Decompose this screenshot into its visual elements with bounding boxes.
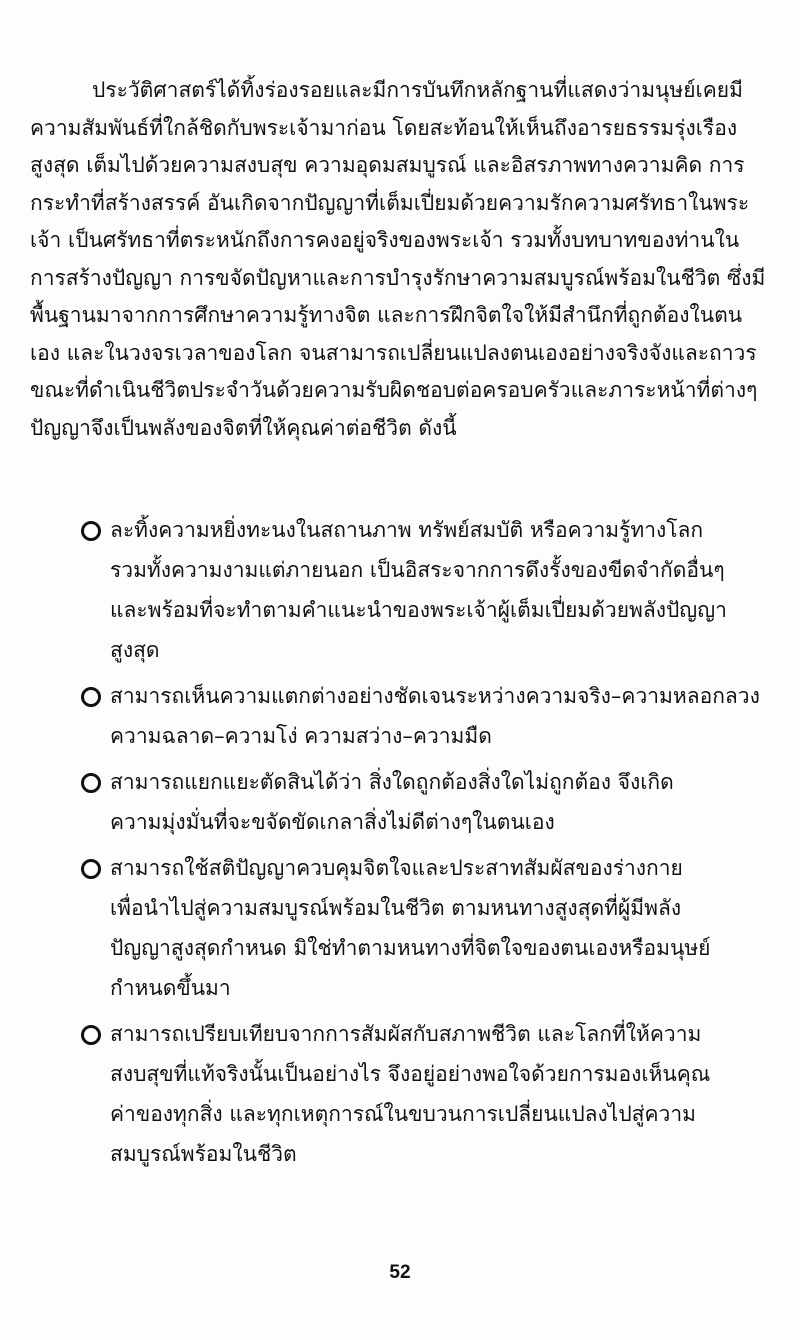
bullet-line: สูงสุด — [110, 638, 160, 662]
open-circle-icon — [80, 858, 102, 880]
bullet-line: สามารถแยกแยะตัดสินได้ว่า สิ่งใดถูกต้องสิ่งใดไม่ถูกต้อง จึงเกิด — [110, 770, 674, 794]
bullet-line: ความมุ่งมั่นที่จะขจัดขัดเกลาสิ่งไม่ดีต่างๆในตนเอง — [110, 810, 555, 834]
paragraph-line: กระทำที่สร้างสรรค์ อันเกิดจากปัญญาที่เต็มเปี่ยมด้วยความรักความศรัทธาในพระ — [30, 190, 750, 215]
bullet-line: สงบสุขที่แท้จริงนั้นเป็นอย่างไร จึงอยู่อย่างพอใจด้วยการมองเห็นคุณ — [110, 1062, 711, 1086]
paragraph-line: ขณะที่ดำเนินชีวิตประจำวันด้วยความรับผิดชอบต่อครอบครัวและภาระหน้าที่ต่างๆ — [30, 378, 758, 402]
bullet-line: รวมทั้งความงามแต่ภายนอก เป็นอิสระจากการดึงรั้งของขีดจำกัดอื่นๆ — [110, 558, 725, 582]
bullet-line: และพร้อมที่จะทำตามคำแนะนำของพระเจ้าผู้เต็มเปี่ยมด้วยพลังปัญญา — [110, 598, 727, 622]
bullet-item — [80, 510, 780, 670]
paragraph-line: ความสัมพันธ์ที่ใกล้ชิดกับพระเจ้ามาก่อน โดยสะท้อนให้เห็นถึงอารยธรรมรุ่งเรือง — [30, 115, 738, 140]
bullet-line: สามารถใช้สติปัญญาควบคุมจิตใจและประสาทสัมผัสของร่างกาย — [110, 856, 683, 880]
bullet-line: ละทิ้งความหยิ่งทะนงในสถานภาพ ทรัพย์สมบัติ หรือความรู้ทางโลก — [110, 518, 704, 542]
bullet-line: สามารถเปรียบเทียบจากการสัมผัสกับสภาพชีวิต และโลกที่ให้ความ — [110, 1022, 702, 1046]
bullet-line: สมบูรณ์พร้อมในชีวิต — [110, 1142, 297, 1166]
bullet-line: ความฉลาด–ความโง่ ความสว่าง–ความมืด — [110, 724, 492, 748]
bullet-list — [80, 510, 780, 1180]
paragraph-line: ประวัติศาสตร์ได้ทิ้งร่องรอยและมีการบันทึกหลักฐานที่แสดงว่ามนุษย์เคยมี — [92, 78, 743, 102]
bullet-item — [80, 848, 780, 1008]
intro-paragraph — [30, 72, 775, 447]
paragraph-line: เอง และในวงจรเวลาของโลก จนสามารถเปลี่ยนแปลงตนเองอย่างจริงจังและถาวร — [30, 340, 757, 365]
page-number: 52 — [389, 1262, 411, 1283]
paragraph-line: การสร้างปัญญา การขจัดปัญหาและการบำรุงรักษาความสมบูรณ์พร้อมในชีวิต ซึ่งมี — [30, 265, 766, 290]
open-circle-icon — [80, 520, 102, 542]
open-circle-icon — [80, 772, 102, 794]
paragraph-line: ปัญญาจึงเป็นพลังของจิตที่ให้คุณค่าต่อชีวิต ดังนี้ — [30, 415, 457, 440]
bullet-line: กำหนดขึ้นมา — [110, 976, 231, 1000]
paragraph-line: พื้นฐานมาจากการศึกษาความรู้ทางจิต และการฝึกจิตใจให้มีสำนึกที่ถูกต้องในตน — [30, 303, 743, 327]
bullet-line: เพื่อนำไปสู่ความสมบูรณ์พร้อมในชีวิต ตามหนทางสูงสุดที่ผู้มีพลัง — [110, 896, 682, 920]
bullet-item — [80, 676, 780, 756]
paragraph-line: สูงสุด เต็มไปด้วยความสงบสุข ความอุดมสมบูรณ์ และอิสรภาพทางความคิด การ — [30, 153, 745, 177]
paragraph-line: เจ้า เป็นศรัทธาที่ตระหนักถึงการคงอยู่จริงของพระเจ้า รวมทั้งบทบาทของท่านใน — [30, 228, 740, 252]
bullet-line: สามารถเห็นความแตกต่างอย่างชัดเจนระหว่างความจริง–ความหลอกลวง — [110, 684, 760, 708]
open-circle-icon — [80, 686, 102, 708]
open-circle-icon — [80, 1024, 102, 1046]
bullet-line: ค่าของทุกสิ่ง และทุกเหตุการณ์ในขบวนการเปลี่ยนแปลงไปสู่ความ — [110, 1102, 696, 1126]
bullet-item — [80, 1014, 780, 1174]
bullet-item — [80, 762, 780, 842]
bullet-line: ปัญญาสูงสุดกำหนด มิใช่ทำตามหนทางที่จิตใจของตนเองหรือมนุษย์ — [110, 936, 711, 960]
